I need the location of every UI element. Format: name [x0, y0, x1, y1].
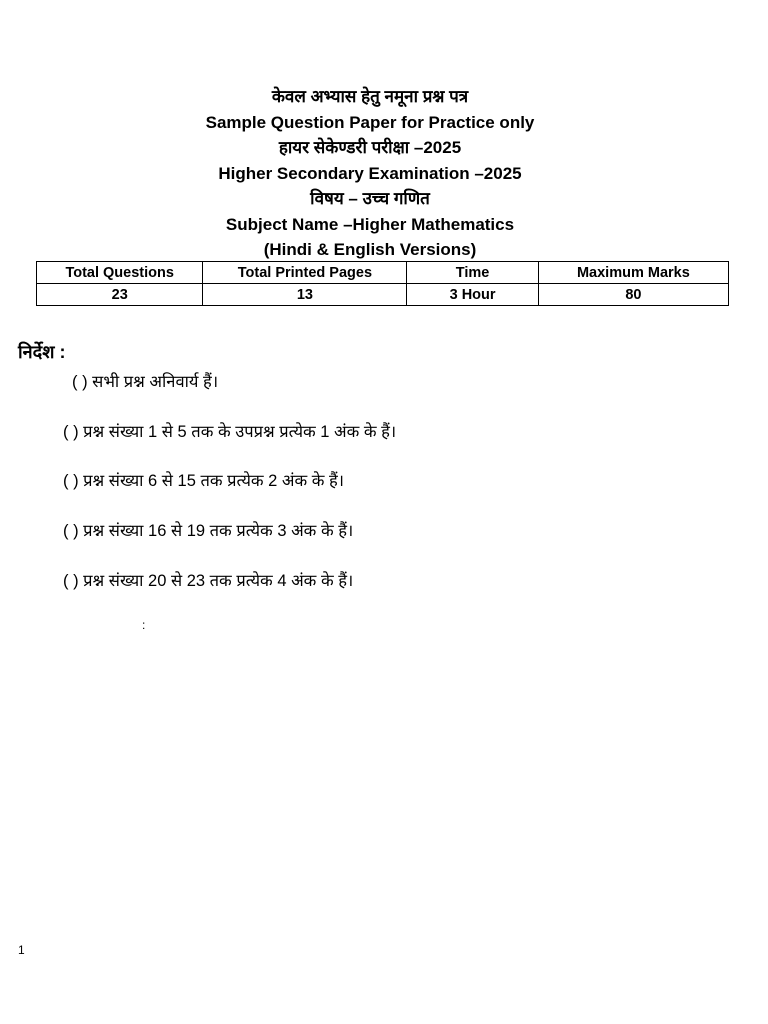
- header-total-pages: Total Printed Pages: [203, 262, 407, 284]
- header-subject-hindi: विषय – उच्च गणित: [310, 189, 430, 208]
- summary-table: [36, 261, 729, 306]
- value-time: 3 Hour: [407, 284, 538, 306]
- value-total-questions: 23: [37, 284, 203, 306]
- header-title-english: Sample Question Paper for Practice only: [205, 112, 535, 132]
- instruction-bullet: ( ): [63, 423, 79, 441]
- header-total-questions: Total Questions: [37, 262, 203, 284]
- instruction-item: [72, 369, 218, 392]
- header-exam-hindi: हायर सेकेण्डरी परीक्षा –2025: [278, 138, 462, 157]
- header-maximum-marks: Maximum Marks: [538, 262, 728, 284]
- value-total-pages: 13: [203, 284, 407, 306]
- instruction-text: सभी प्रश्न अनिवार्य हैं।: [92, 373, 219, 391]
- header-versions: (Hindi & English Versions): [263, 240, 477, 259]
- paper-header: [0, 84, 740, 263]
- summary-table-header-row: [37, 262, 729, 284]
- instruction-text: प्रश्न संख्या 6 से 15 तक प्रत्येक 2 अंक के हैं।: [83, 472, 345, 490]
- instruction-text: प्रश्न संख्या 20 से 23 तक प्रत्येक 4 अंक के हैं।: [83, 572, 354, 590]
- value-maximum-marks: 80: [538, 284, 728, 306]
- header-subject-english: Subject Name –Higher Mathematics: [225, 214, 515, 234]
- header-title-hindi: केवल अभ्यास हेतु नमूना प्रश्न पत्र: [271, 87, 469, 106]
- summary-table-value-row: [37, 284, 729, 306]
- instruction-text: प्रश्न संख्या 16 से 19 तक प्रत्येक 3 अंक के हैं।: [83, 522, 354, 540]
- instruction-bullet: ( ): [63, 522, 79, 540]
- header-exam-english: Higher Secondary Examination –2025: [218, 163, 522, 183]
- instruction-item: [63, 419, 396, 442]
- instruction-bullet: ( ): [72, 373, 88, 391]
- instruction-bullet: ( ): [63, 572, 79, 590]
- header-time: Time: [407, 262, 538, 284]
- instruction-item: [63, 468, 344, 491]
- page-number: 1: [18, 943, 25, 957]
- instruction-item: [63, 518, 353, 541]
- instructions-heading: निर्देश :: [18, 342, 66, 362]
- stray-colon-mark: :: [142, 618, 146, 632]
- instruction-item: [63, 568, 353, 591]
- instruction-bullet: ( ): [63, 472, 79, 490]
- instruction-text: प्रश्न संख्या 1 से 5 तक के उपप्रश्न प्रत्येक 1 अंक के हैं।: [83, 423, 397, 441]
